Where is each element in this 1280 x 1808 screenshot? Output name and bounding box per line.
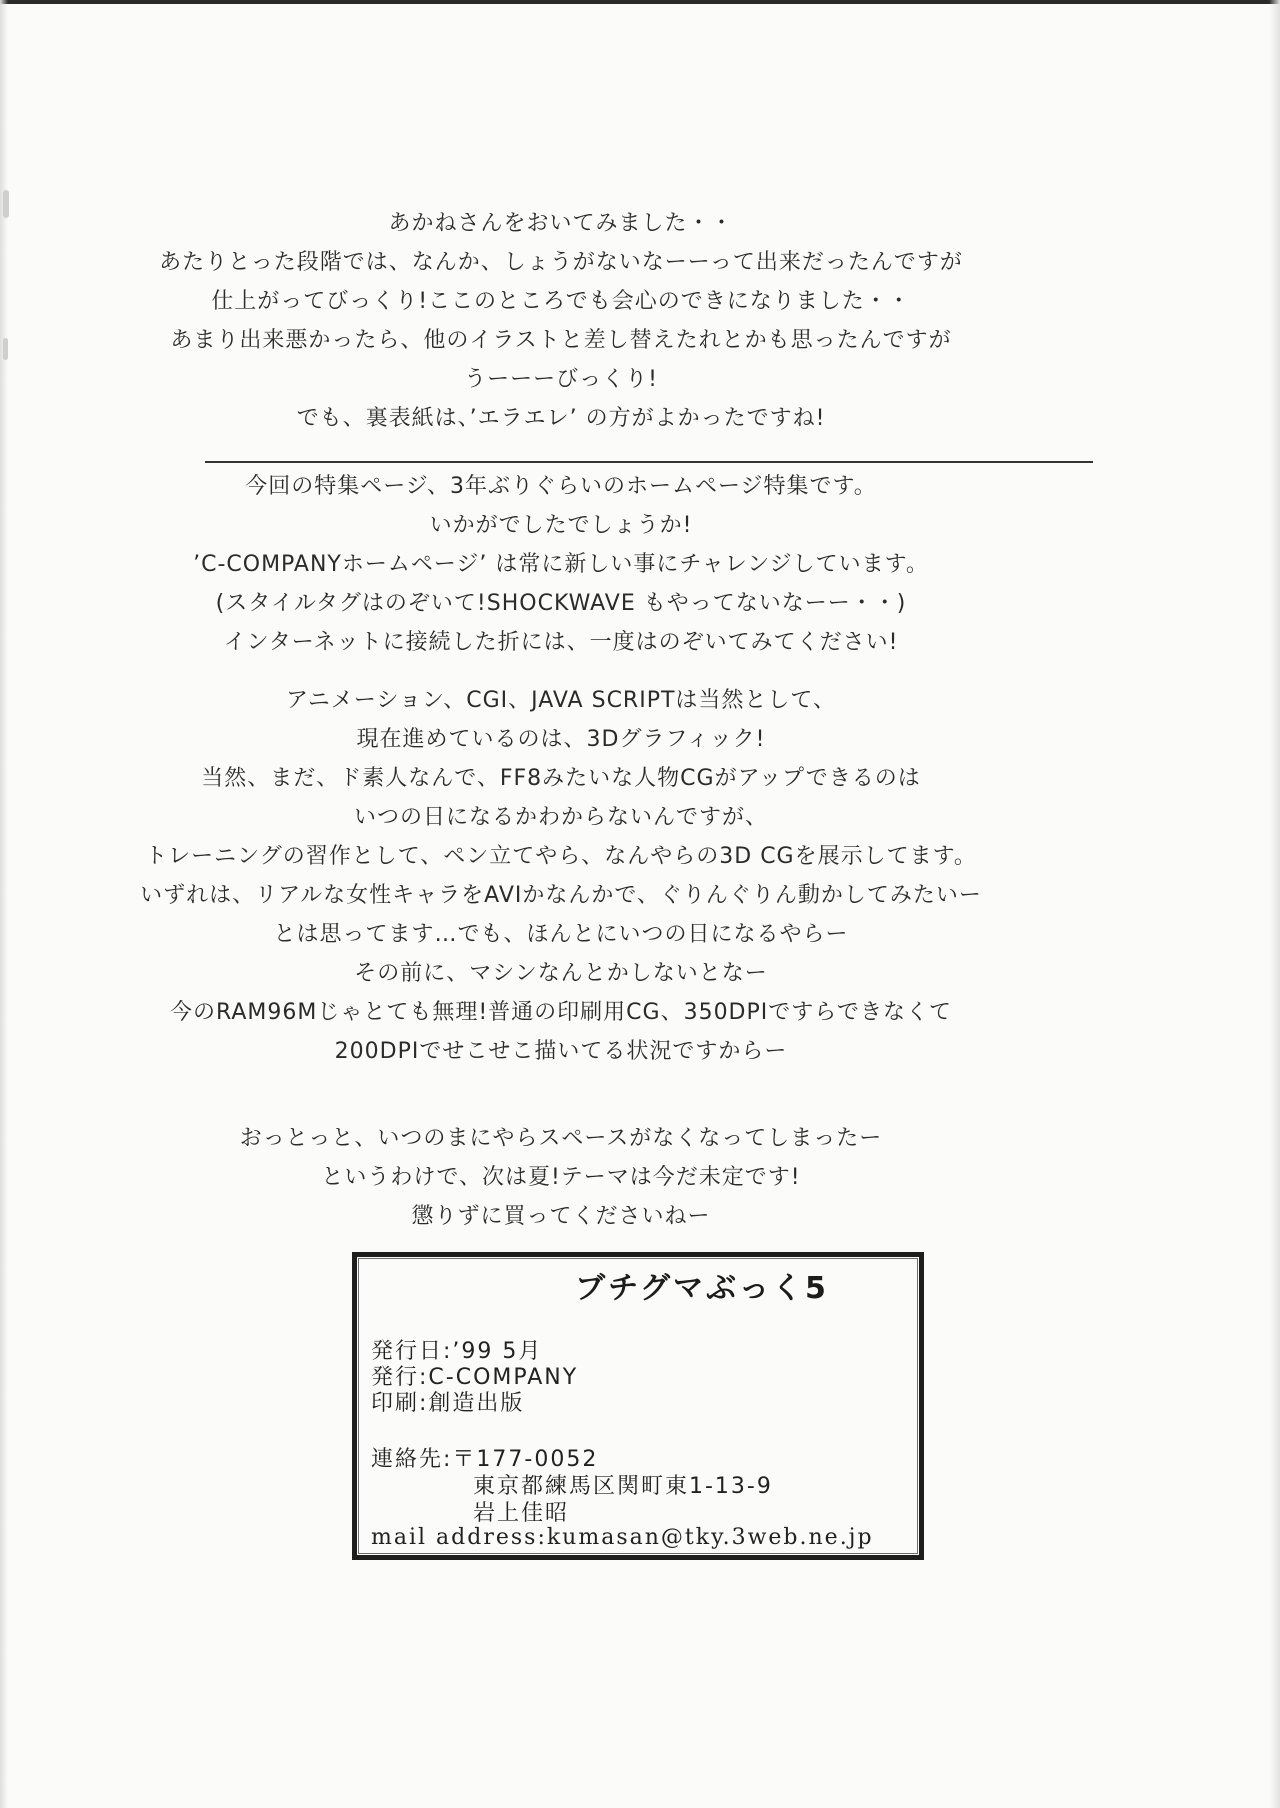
colophon-publish-date: 発行日:’99 5月 xyxy=(371,1339,543,1364)
colophon-publisher: 発行:C-COMPANY xyxy=(371,1365,579,1390)
afterword-line: インターネットに接続した折には、一度はのぞいてみてください! xyxy=(223,630,899,655)
afterword-line: トレーニングの習作として、ペン立てやら、なんやらの3D CGを展示してます。 xyxy=(145,844,977,869)
afterword-line: あまり出来悪かったら、他のイラストと差し替えたれとかも思ったんですが xyxy=(170,328,952,353)
colophon-title: ブチグマぶっく5 xyxy=(575,1271,829,1306)
afterword-line: 仕上がってびっくり!ここのところでも会心のできになりました・・ xyxy=(211,289,911,314)
afterword-line: とは思ってます…でも、ほんとにいつの日になるやらー xyxy=(273,922,849,947)
afterword-line: 200DPIでせこせこ描いてる状況ですからー xyxy=(334,1039,788,1064)
colophon-mail-address: mail address:kumasan@tky.3web.ne.jp xyxy=(371,1525,874,1550)
divider-rule xyxy=(205,461,1093,463)
afterword-line: でも、裏表紙は、’エラエレ’ の方がよかったですね! xyxy=(296,406,826,431)
afterword-line: その前に、マシンなんとかしないとなー xyxy=(354,961,768,986)
colophon-box xyxy=(352,1252,924,1560)
afterword-line: (スタイルタグはのぞいて!SHOCKWAVE もやってないなーー・・) xyxy=(215,591,907,616)
afterword-line: いつの日になるかわからないんですが、 xyxy=(353,805,768,830)
afterword-line: 現在進めているのは、3Dグラフィック! xyxy=(356,727,766,752)
afterword-line: あたりとった段階では、なんか、しょうがないなーーって出来だったんですが xyxy=(159,250,963,275)
afterword-line: 今のRAM96Mじゃとても無理!普通の印刷用CG、350DPIですらできなくて xyxy=(169,1000,953,1025)
scan-edge-right xyxy=(1269,0,1280,1808)
afterword-block-closing xyxy=(0,1119,1122,1236)
afterword-line: いずれは、リアルな女性キャラをAVIかなんかで、ぐりんぐりん動かしてみたいー xyxy=(140,883,982,908)
afterword-block-cover-comments xyxy=(0,204,1122,438)
afterword-line: というわけで、次は夏!テーマは今だ未定です! xyxy=(321,1165,801,1190)
scan-edge-top xyxy=(0,0,1280,4)
afterword-block-cg-plans xyxy=(0,681,1122,1071)
afterword-block-homepage-feature xyxy=(0,467,1122,662)
afterword-line: おっとっと、いつのまにやらスペースがなくなってしまったー xyxy=(239,1126,883,1151)
afterword-line: うーーーびっくり! xyxy=(464,367,658,392)
afterword-line: 当然、まだ、ド素人なんで、FF8みたいな人物CGがアップできるのは xyxy=(201,766,921,791)
afterword-line: いかがでしたでしょうか! xyxy=(429,513,693,538)
afterword-line: ’C-COMPANYホームページ’ は常に新しい事にチャレンジしています。 xyxy=(193,552,929,577)
colophon-contact-postal: 連絡先:〒177-0052 xyxy=(371,1447,599,1472)
colophon-contact-address: 東京都練馬区関町東1-13-9 xyxy=(473,1474,773,1499)
colophon-contact-name: 岩上佳昭 xyxy=(473,1501,570,1526)
afterword-line: アニメーション、CGI、JAVA SCRIPTは当然として、 xyxy=(286,688,836,713)
afterword-line: あかねさんをおいてみました・・ xyxy=(388,211,734,236)
afterword-line: 懲りずに買ってくださいねー xyxy=(411,1204,711,1229)
colophon-printer: 印刷:創造出版 xyxy=(371,1391,525,1416)
afterword-line: 今回の特集ページ、3年ぶりぐらいのホームページ特集です。 xyxy=(245,474,877,499)
